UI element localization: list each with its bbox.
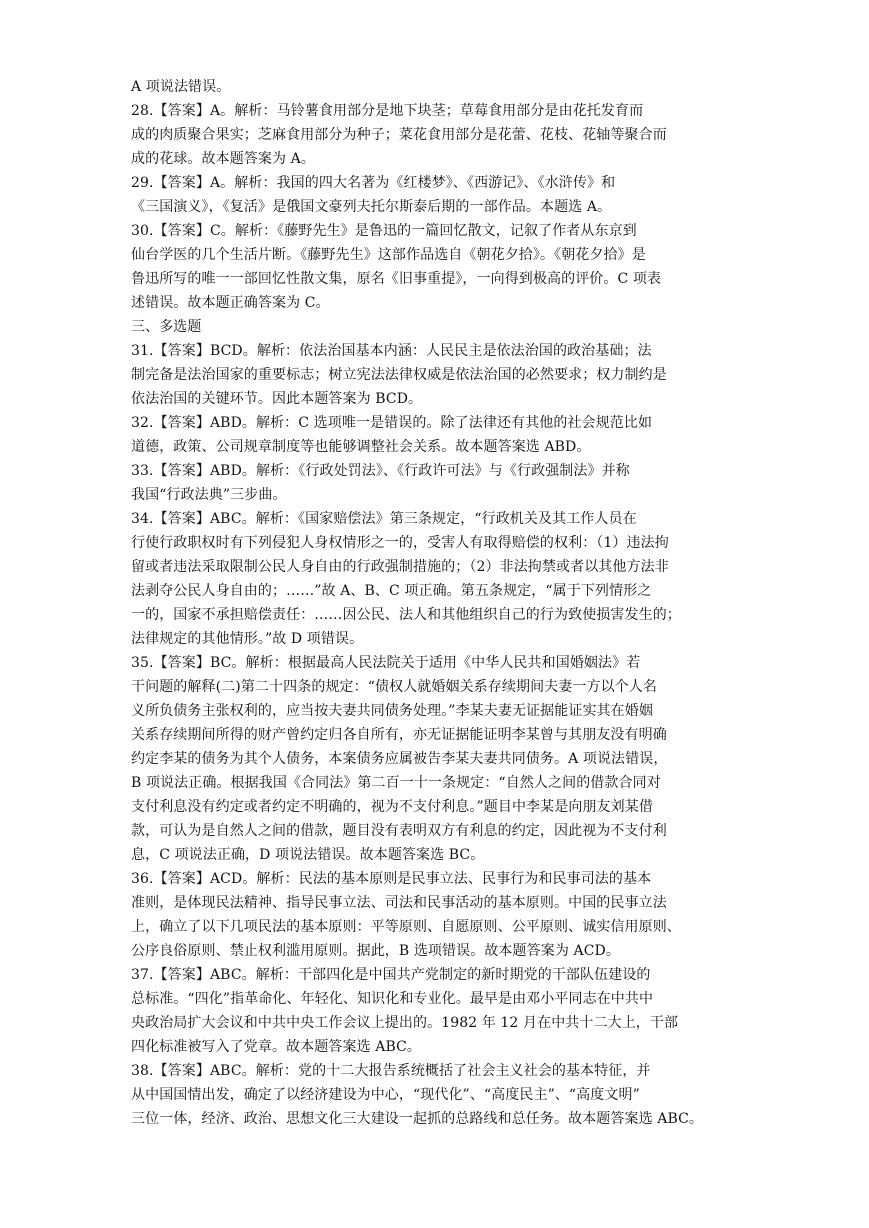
text-line: 关系存续期间所得的财产曾约定归各自所有，亦无证据能证明李某曾与其朋友没有明确 (131, 727, 667, 743)
text-line: 法剥夺公民人身自由的；……”故 A、B、C 项正确。第五条规定，“属于下列情形之 (131, 583, 652, 599)
text-line: 央政治局扩大会议和中共中央工作会议上提出的。1982 年 12 月在中共十二大上，干部 (131, 1015, 679, 1031)
text-line: 公序良俗原则、禁止权利滥用原则。据此，B 选项错误。故本题答案为 ACD。 (131, 943, 620, 959)
text-line: 一的，国家不承担赔偿责任：……因公民、法人和其他组织自己的行为致使损害发生的； (131, 607, 681, 623)
text-line: 款，可认为是自然人之间的借款，题目没有表明双方有利息的约定，因此视为不支付利 (131, 823, 667, 839)
text-line: 上，确立了以下几项民法的基本原则：平等原则、自愿原则、公平原则、诚实信用原则、 (131, 919, 681, 935)
text-line: 四化标准被写入了党章。故本题答案选 ABC。 (131, 1039, 422, 1055)
text-line: 30.【答案】C。解析：《藤野先生》是鲁迅的一篇回忆散文，记叙了作者从东京到 (131, 223, 637, 239)
text-line: 35.【答案】BC。解析：根据最高人民法院关于适用《中华人民共和国婚姻法》若 (131, 655, 641, 671)
text-line: 支付利息没有约定或者约定不明确的，视为不支付利息。”题目中李某是向朋友刘某借 (131, 799, 653, 815)
text-line: 干问题的解释(二)第二十四条的规定：“债权人就婚姻关系存续期间夫妻一方以个人名 (131, 679, 657, 695)
text-line: 成的肉质聚合果实；芝麻食用部分为种子；菜花食用部分是花蕾、花枝、花轴等聚合而 (131, 127, 667, 143)
text-line: 我国“行政法典”三步曲。 (131, 487, 287, 503)
answer-explanations (131, 75, 751, 1131)
text-line: 法律规定的其他情形。”故 D 项错误。 (131, 631, 364, 647)
text-line: 三位一体，经济、政治、思想文化三大建设一起抓的总路线和总任务。故本题答案选 ABC。 (131, 1111, 704, 1127)
text-line: 约定李某的债务为其个人债务，本案债务应属被告李某夫妻共同债务。A 项说法错误， (131, 751, 668, 767)
text-line: 道德，政策、公司规章制度等也能够调整社会关系。故本题答案选 ABD。 (131, 439, 591, 455)
section-heading: 三、多选题 (131, 319, 202, 335)
text-line: 留或者违法采取限制公民人身自由的行政强制措施的；（2）非法拘禁或者以其他方法非 (131, 559, 669, 575)
text-line: 成的花球。故本题答案为 A。 (131, 151, 315, 167)
text-line: 34.【答案】ABC。解析：《国家赔偿法》第三条规定，“行政机关及其工作人员在 (131, 511, 637, 527)
text-line: 依法治国的关键环节。因此本题答案为 BCD。 (131, 391, 423, 407)
text-line: 29.【答案】A。解析：我国的四大名著为《红楼梦》、《西游记》、《水浒传》和 (131, 175, 616, 191)
text-line: 息，C 项说法正确，D 项说法错误。故本题答案选 BC。 (131, 847, 485, 863)
text-line: 准则，是体现民法精神、指导民事立法、司法和民事活动的基本原则。中国的民事立法 (131, 895, 667, 911)
text-line: 鲁迅所写的唯一一部回忆性散文集，原名《旧事重提》，一向得到极高的评价。C 项表 (131, 271, 662, 287)
text-line: 37.【答案】ABC。解析：干部四化是中国共产党制定的新时期党的干部队伍建设的 (131, 967, 651, 983)
text-line: 38.【答案】ABC。解析：党的十二大报告系统概括了社会主义社会的基本特征，并 (131, 1063, 651, 1079)
text-line: 从中国国情出发，确定了以经济建设为中心，“现代化”、“高度民主”、“高度文明” (131, 1087, 640, 1103)
text-line: 行使行政职权时有下列侵犯人身权情形之一的，受害人有取得赔偿的权利：（1）违法拘 (131, 535, 669, 551)
text-line: 制完备是法治国家的重要标志；树立宪法法律权威是依法治国的必然要求；权力制约是 (131, 367, 667, 383)
text-line: 义所负债务主张权利的，应当按夫妻共同债务处理。”李某夫妻无证据能证实其在婚姻 (131, 703, 653, 719)
text-line: 32.【答案】ABD。解析：C 选项唯一是错误的。除了法律还有其他的社会规范比如 (131, 415, 653, 431)
text-line: 33.【答案】ABD。解析：《行政处罚法》、《行政许可法》与《行政强制法》并称 (131, 463, 630, 479)
text-line: 述错误。故本题正确答案为 C。 (131, 295, 330, 311)
text-line: 《三国演义》，《复活》是俄国文豪列夫托尔斯泰后期的一部作品。本题选 A。 (131, 199, 612, 215)
text-line: 总标准。“四化”指革命化、年轻化、知识化和专业化。最早是由邓小平同志在中共中 (131, 991, 654, 1007)
text-line: 31.【答案】BCD。解析：依法治国基本内涵：人民民主是依法治国的政治基础；法 (131, 343, 652, 359)
text-line: 28.【答案】A。解析：马铃薯食用部分是地下块茎；草莓食用部分是由花托发育而 (131, 103, 644, 119)
text-line: 仙台学医的几个生活片断。《藤野先生》这部作品选自《朝花夕拾》。《朝花夕拾》是 (131, 247, 646, 263)
text-line: A 项说法错误。 (131, 79, 231, 95)
text-line: B 项说法正确。根据我国《合同法》第二百一十一条规定：“自然人之间的借款合同对 (131, 775, 661, 791)
text-line: 36.【答案】ACD。解析：民法的基本原则是民事立法、民事行为和民事司法的基本 (131, 871, 652, 887)
